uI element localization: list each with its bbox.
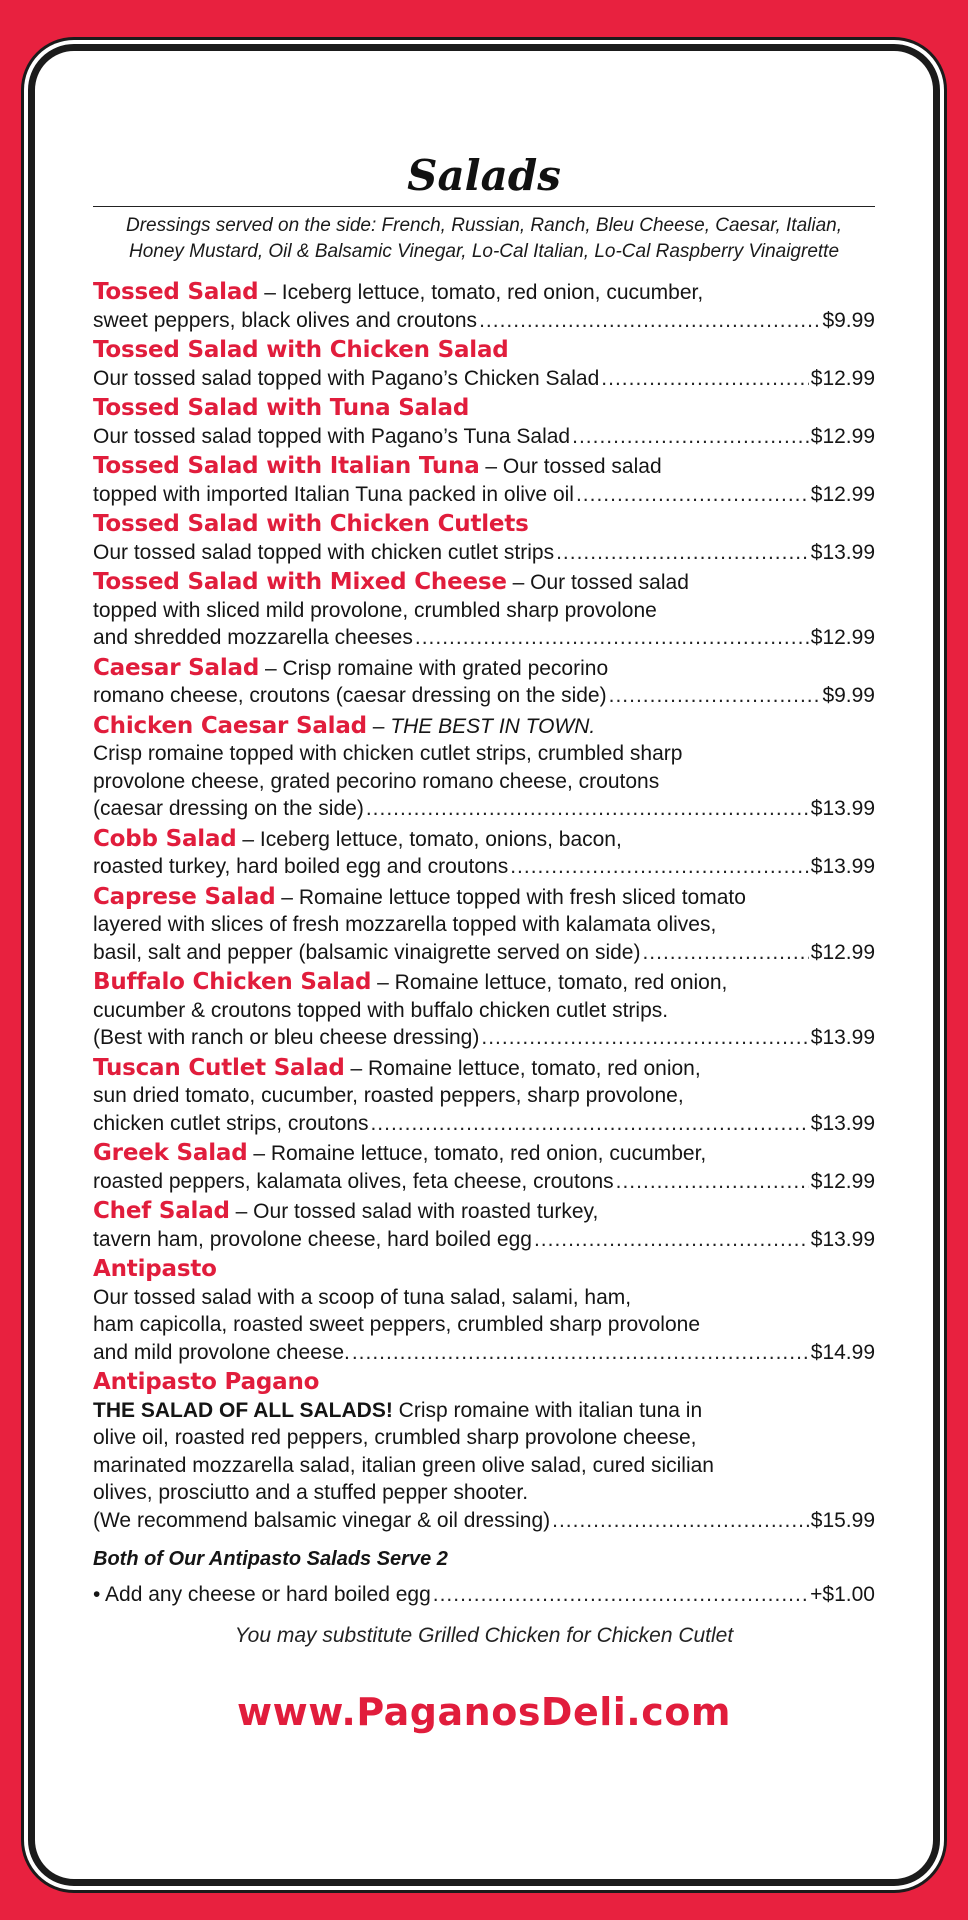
menu-item-price: $13.99 bbox=[810, 855, 875, 878]
menu-item-price-line bbox=[93, 481, 875, 509]
menu-item-price: $14.99 bbox=[810, 1340, 875, 1364]
menu-item-desc: (We recommend balsamic vinegar & oil dressing) bbox=[93, 1508, 551, 1532]
substitute-note: You may substitute Grilled Chicken for Chicken Cutlet bbox=[234, 1624, 734, 1647]
menu-item-name: Greek Salad bbox=[93, 1140, 248, 1166]
menu-item-header bbox=[93, 1256, 875, 1284]
menu-item-header bbox=[93, 969, 875, 997]
menu-item-header bbox=[93, 1140, 875, 1168]
serves-note: Both of Our Antipasto Salads Serve 2 bbox=[93, 1548, 448, 1570]
menu-item-lead: – Iceberg lettuce, tomato, red onion, cucumber, bbox=[258, 281, 704, 304]
menu-item-price: $9.99 bbox=[822, 684, 875, 707]
menu-item-header bbox=[93, 337, 875, 365]
addon-line bbox=[93, 1581, 875, 1608]
menu-item bbox=[93, 713, 875, 823]
menu-item-name: Tossed Salad with Tuna Salad bbox=[93, 395, 470, 421]
dot-leader bbox=[572, 423, 809, 451]
menu-item-desc: (caesar dressing on the side) bbox=[93, 797, 364, 820]
menu-item-price-line bbox=[93, 307, 875, 335]
menu-item bbox=[93, 1055, 875, 1138]
menu-item-desc-line: olive oil, roasted red peppers, crumbled sharp provolone cheese, bbox=[93, 1426, 697, 1449]
menu-item-header bbox=[93, 826, 875, 854]
menu-item-desc: sweet peppers, black olives and croutons bbox=[93, 308, 478, 332]
website-link[interactable]: www.PaganosDeli.com bbox=[237, 1690, 731, 1734]
menu-item-price: $12.99 bbox=[810, 482, 875, 506]
menu-item bbox=[93, 395, 875, 450]
menu-item-name: Tuscan Cutlet Salad bbox=[93, 1054, 345, 1081]
menu-item-header bbox=[93, 884, 875, 912]
menu-item-desc: topped with imported Italian Tuna packed in olive oil bbox=[93, 482, 574, 506]
menu-item bbox=[93, 1140, 875, 1195]
menu-item-name: Cobb Salad bbox=[93, 825, 237, 852]
menu-item-lead: – Romaine lettuce, tomato, red onion, bbox=[344, 1056, 701, 1080]
menu-item bbox=[93, 1369, 875, 1534]
menu-item-price: $9.99 bbox=[822, 308, 875, 332]
dressings-line-2: Honey Mustard, Oil & Balsamic Vinegar, Lo-Cal Italian, Lo-Cal Raspberry Vinaigrette bbox=[128, 241, 840, 262]
menu-item-desc: basil, salt and pepper (balsamic vinaigrette served on side) bbox=[93, 940, 641, 964]
menu-item bbox=[93, 279, 875, 334]
menu-item-price: $13.99 bbox=[810, 1227, 875, 1251]
menu-item-lead: – Our tossed salad with roasted turkey, bbox=[229, 1200, 599, 1223]
menu-item-price-line bbox=[93, 1339, 875, 1367]
menu-item-lead: – Romaine lettuce topped with fresh sliced tomato bbox=[275, 885, 746, 909]
menu-item-desc-line: topped with sliced mild provolone, crumbled sharp provolone bbox=[93, 598, 657, 622]
menu-item bbox=[93, 826, 875, 881]
menu-item-desc: (Best with ranch or bleu cheese dressing) bbox=[93, 1026, 480, 1049]
menu-item-price-line bbox=[93, 1507, 875, 1535]
menu-item-header bbox=[93, 453, 875, 481]
menu-item-desc-line: sun dried tomato, cucumber, roasted peppers, sharp provolone, bbox=[93, 1084, 684, 1107]
menu-item-desc-line: cucumber & croutons topped with buffalo chicken cutlet strips. bbox=[93, 998, 669, 1022]
dot-leader bbox=[609, 682, 821, 710]
menu-item-name: Antipasto bbox=[93, 1256, 217, 1282]
menu-item-header bbox=[93, 1055, 875, 1083]
menu-item-price-line bbox=[93, 365, 875, 393]
dot-leader bbox=[479, 307, 820, 335]
dot-leader bbox=[352, 1339, 809, 1367]
dot-leader bbox=[366, 795, 809, 823]
menu-item-name: Chef Salad bbox=[93, 1198, 230, 1224]
dot-leader bbox=[534, 1226, 809, 1254]
menu-item-header bbox=[93, 713, 875, 741]
menu-item-price-line bbox=[93, 539, 875, 567]
menu-item bbox=[93, 884, 875, 967]
menu-item-desc: tavern ham, provolone cheese, hard boiled egg bbox=[93, 1227, 532, 1251]
menu-item-header bbox=[93, 1198, 875, 1226]
menu-item-price-line bbox=[93, 1168, 875, 1196]
menu-item-price: $12.99 bbox=[810, 940, 875, 964]
menu-item-name: Tossed Salad with Mixed Cheese bbox=[93, 569, 507, 595]
menu-item-header bbox=[93, 655, 875, 683]
title-divider bbox=[93, 206, 875, 207]
menu-item-desc: Our tossed salad topped with Pagano’s Chicken Salad bbox=[93, 366, 600, 390]
menu-item-tagline: THE BEST IN TOWN. bbox=[390, 714, 596, 738]
menu-item-desc-line: Our tossed salad with a scoop of tuna salad, salami, ham, bbox=[93, 1285, 632, 1309]
menu-item-price: $12.99 bbox=[810, 366, 875, 390]
addon-text: • Add any cheese or hard boiled egg bbox=[93, 1583, 431, 1606]
menu-item-lead: – Iceberg lettuce, tomato, onions, bacon, bbox=[236, 827, 622, 851]
dressings-note bbox=[93, 213, 875, 265]
menu-item-desc: Our tossed salad topped with Pagano’s Tuna Salad bbox=[93, 424, 571, 448]
menu-item-desc: and mild provolone cheese. bbox=[93, 1340, 350, 1364]
menu-item-desc: chicken cutlet strips, croutons bbox=[93, 1111, 369, 1135]
menu-item-lead: – Romaine lettuce, tomato, red onion, cucumber, bbox=[247, 1142, 707, 1165]
menu-item bbox=[93, 337, 875, 392]
menu-item-header bbox=[93, 569, 875, 597]
menu-card bbox=[28, 44, 940, 1886]
menu-item-name: Tossed Salad with Chicken Cutlets bbox=[93, 511, 529, 537]
menu-item-desc-line: Crisp romaine topped with chicken cutlet strips, crumbled sharp bbox=[93, 742, 683, 765]
menu-item-name: Antipasto Pagano bbox=[93, 1369, 320, 1395]
dot-leader bbox=[433, 1581, 808, 1608]
menu-item-price-line bbox=[93, 1110, 875, 1138]
dot-leader bbox=[415, 624, 809, 652]
menu-item-price-line bbox=[93, 795, 875, 823]
menu-item-price: $12.99 bbox=[810, 424, 875, 448]
menu-item bbox=[93, 511, 875, 566]
menu-item-desc-line: marinated mozzarella salad, italian green olive salad, cured sicilian bbox=[93, 1453, 714, 1477]
menu-item-price-line bbox=[93, 423, 875, 451]
menu-items-list bbox=[93, 279, 875, 1534]
menu-item-lead: – Romaine lettuce, tomato, red onion, bbox=[371, 971, 728, 994]
menu-item-price: $13.99 bbox=[810, 540, 875, 564]
menu-item-desc-line: olives, prosciutto and a stuffed pepper shooter. bbox=[93, 1481, 529, 1504]
menu-item-lead: – bbox=[366, 714, 391, 738]
menu-content bbox=[93, 131, 875, 1734]
menu-item-header bbox=[93, 511, 875, 539]
menu-item-name: Caesar Salad bbox=[93, 654, 260, 681]
menu-item-desc: Our tossed salad topped with chicken cutlet strips bbox=[93, 540, 555, 564]
dot-leader bbox=[601, 365, 808, 393]
menu-item-price: $12.99 bbox=[810, 1169, 875, 1193]
menu-item-price: $13.99 bbox=[810, 1111, 875, 1135]
menu-item-name: Tossed Salad with Chicken Salad bbox=[93, 337, 509, 363]
menu-item-lead: – Our tossed salad bbox=[506, 571, 689, 594]
menu-item bbox=[93, 453, 875, 508]
menu-item-name: Buffalo Chicken Salad bbox=[93, 969, 372, 995]
menu-item-desc-line: ham capicolla, roasted sweet peppers, crumbled sharp provolone bbox=[93, 1313, 701, 1336]
menu-item-header bbox=[93, 395, 875, 423]
dot-leader bbox=[556, 539, 809, 567]
menu-item-desc: Crisp romaine with italian tuna in bbox=[392, 1398, 703, 1422]
dot-leader bbox=[642, 939, 808, 967]
menu-item-price-line bbox=[93, 939, 875, 967]
menu-item bbox=[93, 655, 875, 710]
dot-leader bbox=[510, 853, 809, 881]
menu-item bbox=[93, 569, 875, 652]
dot-leader bbox=[481, 1024, 808, 1052]
dot-leader bbox=[370, 1110, 808, 1138]
menu-item-price-line bbox=[93, 853, 875, 881]
dot-leader bbox=[616, 1168, 809, 1196]
menu-item-price: $12.99 bbox=[810, 626, 875, 649]
menu-title: Salads bbox=[407, 151, 561, 200]
menu-item-desc: roasted turkey, hard boiled egg and croutons bbox=[93, 855, 509, 878]
menu-item-lead: – Our tossed salad bbox=[479, 455, 662, 478]
menu-item-header bbox=[93, 279, 875, 307]
menu-item-name: Caprese Salad bbox=[93, 883, 276, 910]
menu-item-desc-line: layered with slices of fresh mozzarella topped with kalamata olives, bbox=[93, 913, 717, 936]
addon-price: +$1.00 bbox=[810, 1583, 875, 1606]
menu-item-name: Chicken Caesar Salad bbox=[93, 712, 367, 739]
menu-item-desc: romano cheese, croutons (caesar dressing on the side) bbox=[93, 684, 607, 707]
menu-item-price: $13.99 bbox=[810, 1026, 875, 1049]
menu-item-header bbox=[93, 1369, 875, 1397]
menu-item-desc: roasted peppers, kalamata olives, feta cheese, croutons bbox=[93, 1169, 614, 1193]
dot-leader bbox=[576, 481, 809, 509]
menu-item-name: Tossed Salad bbox=[93, 279, 259, 305]
menu-item-desc-line: provolone cheese, grated pecorino romano cheese, croutons bbox=[93, 769, 660, 793]
menu-item bbox=[93, 1256, 875, 1366]
dressings-line-1: Dressings served on the side: French, Russian, Ranch, Bleu Cheese, Caesar, Italian, bbox=[125, 215, 843, 236]
menu-item-highlight: THE SALAD OF ALL SALADS! bbox=[93, 1398, 393, 1422]
menu-item-price-line bbox=[93, 682, 875, 710]
menu-item bbox=[93, 1198, 875, 1253]
menu-item-name: Tossed Salad with Italian Tuna bbox=[93, 453, 480, 479]
menu-item-price-line bbox=[93, 1226, 875, 1254]
menu-item-lead: – Crisp romaine with grated pecorino bbox=[259, 656, 609, 680]
menu-item-desc: and shredded mozzarella cheeses bbox=[93, 626, 413, 649]
menu-item bbox=[93, 969, 875, 1052]
menu-item-price: $13.99 bbox=[810, 797, 875, 820]
menu-item-desc-line bbox=[93, 1397, 875, 1425]
menu-item-price-line bbox=[93, 624, 875, 652]
dot-leader bbox=[552, 1507, 809, 1535]
menu-item-price: $15.99 bbox=[810, 1508, 875, 1532]
menu-item-price-line bbox=[93, 1024, 875, 1052]
